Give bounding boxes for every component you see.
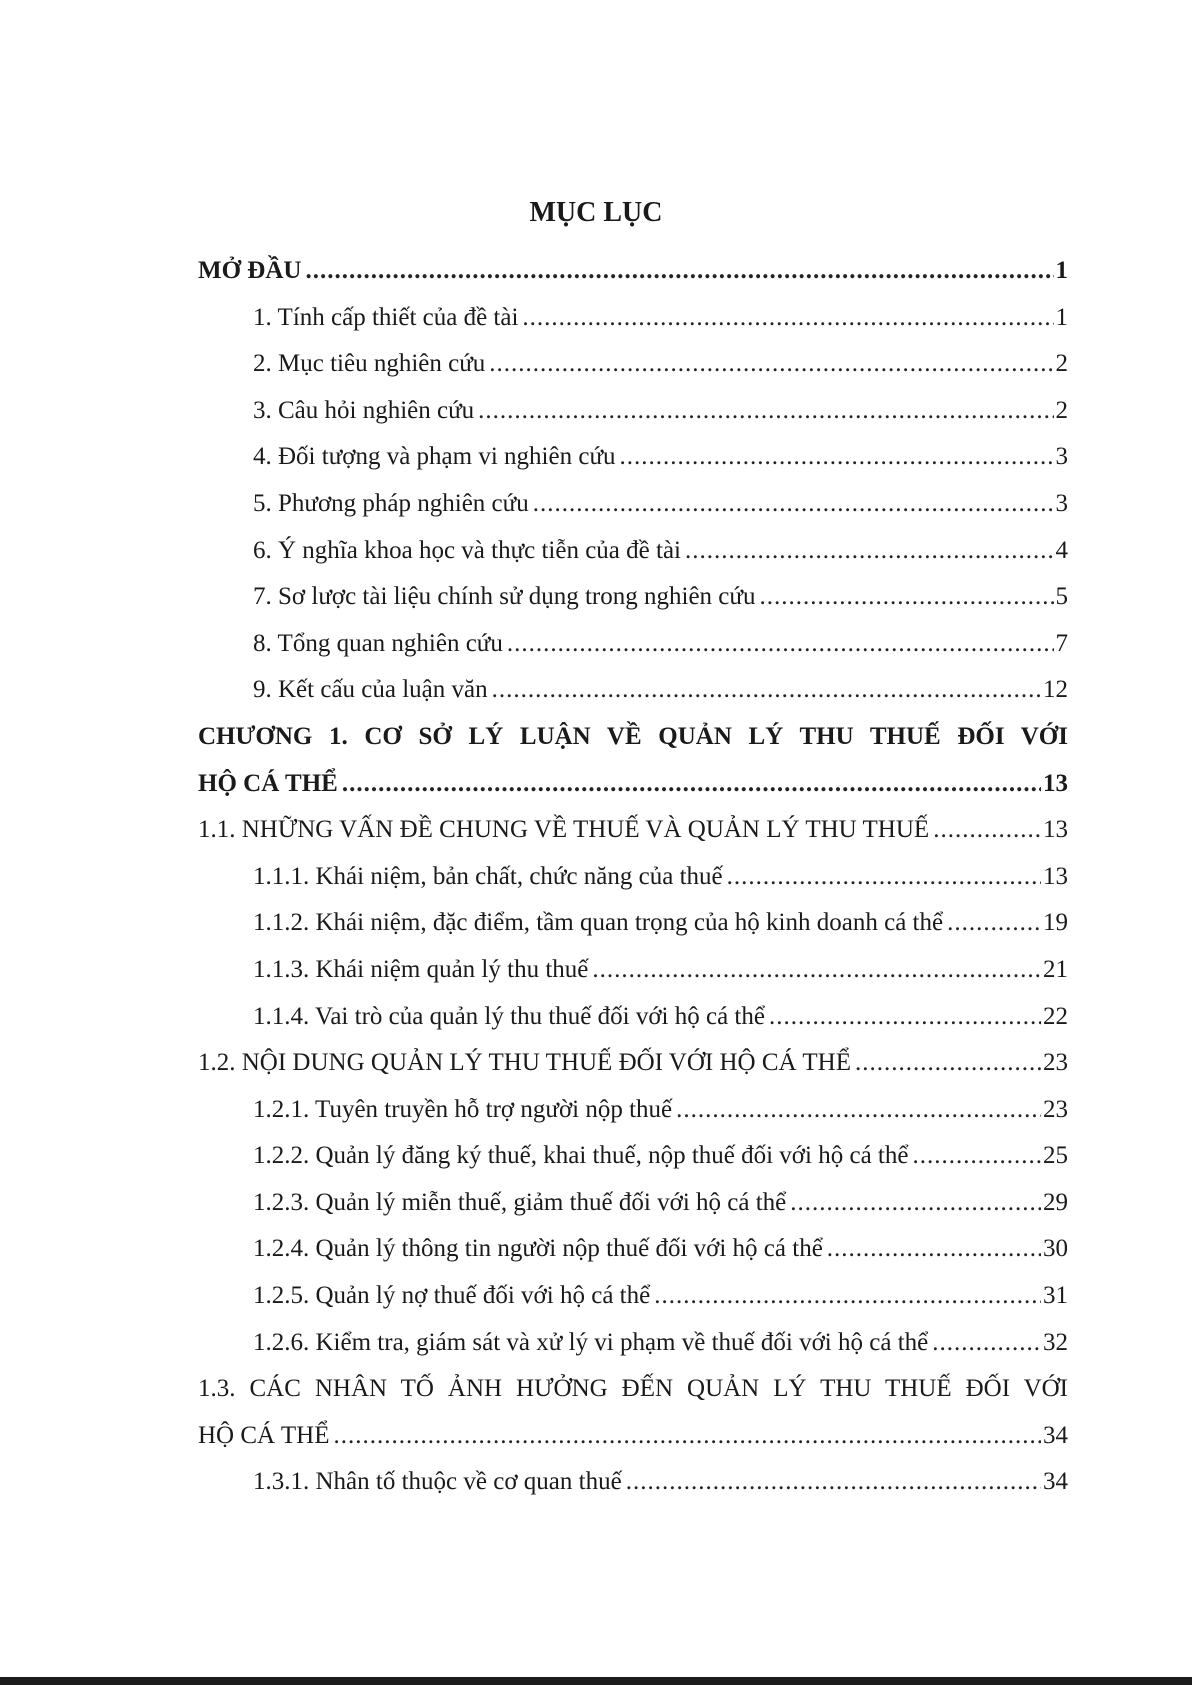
dot-leader	[790, 1180, 1041, 1227]
toc-entry-heading-line[interactable]	[198, 1366, 1068, 1413]
dot-leader	[489, 341, 1053, 388]
toc-entry[interactable]	[198, 574, 1068, 621]
toc-entry[interactable]	[198, 481, 1068, 528]
toc-entry-page-number: 12	[1043, 676, 1068, 704]
toc-entry-label: 1.2.6. Kiểm tra, giám sát và xử lý vi phạm về thuế đối với hộ cá thể	[253, 1328, 929, 1356]
toc-entry-label: 1.1.2. Khái niệm, đặc điểm, tầm quan trọng của hộ kinh doanh cá thể	[253, 909, 944, 937]
toc-entry[interactable]	[198, 621, 1068, 668]
toc-entry[interactable]	[198, 900, 1068, 947]
toc-entry-page-number: 29	[1043, 1188, 1068, 1216]
toc-entry-page-number: 13	[1043, 816, 1068, 844]
toc-entry-label: HỘ CÁ THỂ	[198, 769, 338, 797]
toc-entry[interactable]	[198, 1087, 1068, 1134]
toc-entry-page-number: 22	[1043, 1002, 1068, 1030]
toc-entry-label: CHƯƠNG 1. CƠ SỞ LÝ LUẬN VỀ QUẢN LÝ THU THUẾ ĐỐI VỚI	[198, 722, 1068, 750]
toc-entry[interactable]	[198, 341, 1068, 388]
toc-entry-page-number: 2	[1055, 396, 1068, 424]
toc-entry[interactable]	[198, 528, 1068, 575]
toc-entry-page-number: 21	[1043, 955, 1068, 983]
toc-entry[interactable]	[198, 1180, 1068, 1227]
toc-entry-page-number: 7	[1055, 629, 1068, 657]
toc-entry-page-number: 32	[1043, 1328, 1068, 1356]
toc-entry-label: 6. Ý nghĩa khoa học và thực tiễn của đề tài	[253, 536, 681, 564]
toc-entry-label: 1.2. NỘI DUNG QUẢN LÝ THU THUẾ ĐỐI VỚI HỘ CÁ THỂ	[198, 1049, 851, 1077]
toc-entry-page-number: 5	[1055, 583, 1068, 611]
dot-leader	[478, 388, 1053, 435]
dot-leader	[932, 1320, 1041, 1367]
dot-leader	[727, 854, 1041, 901]
toc-entry-label: 1.1. NHỮNG VẤN ĐỀ CHUNG VỀ THUẾ VÀ QUẢN LÝ THU THUẾ	[198, 816, 930, 844]
toc-entry-page-number: 31	[1043, 1282, 1068, 1310]
toc-entry[interactable]	[198, 994, 1068, 1041]
toc-entry-page-number: 4	[1055, 536, 1068, 564]
toc-entry-label: 9. Kết cấu của luận văn	[253, 676, 488, 704]
toc-entry-label: 1. Tính cấp thiết của đề tài	[253, 303, 519, 331]
toc-entry-page-number: 23	[1043, 1049, 1068, 1077]
dot-leader	[676, 1087, 1041, 1134]
toc-entry-label: 1.2.1. Tuyên truyền hỗ trợ người nộp thuế	[253, 1095, 673, 1123]
dot-leader	[592, 947, 1041, 994]
toc-entry[interactable]	[198, 1040, 1068, 1087]
dot-leader	[305, 248, 1053, 295]
toc-entry[interactable]	[198, 854, 1068, 901]
toc-entry[interactable]	[198, 1226, 1068, 1273]
toc-entry[interactable]	[198, 295, 1068, 342]
dot-leader	[947, 900, 1041, 947]
toc-entry-page-number: 34	[1043, 1468, 1068, 1496]
dot-leader	[522, 295, 1053, 342]
toc-entry[interactable]	[198, 947, 1068, 994]
table-of-contents	[198, 248, 1068, 1506]
toc-entry-label: 4. Đối tượng và phạm vi nghiên cứu	[253, 443, 616, 471]
toc-entry-label: 1.2.2. Quản lý đăng ký thuế, khai thuế, nộp thuế đối với hộ cá thể	[253, 1142, 909, 1170]
toc-entry-label: 1.3.1. Nhân tố thuộc về cơ quan thuế	[253, 1468, 622, 1496]
dot-leader	[855, 1040, 1041, 1087]
dot-leader	[769, 994, 1041, 1041]
dot-leader	[912, 1133, 1041, 1180]
toc-entry[interactable]	[198, 667, 1068, 714]
dot-leader	[533, 481, 1054, 528]
toc-entry-heading-line[interactable]	[198, 714, 1068, 761]
dot-leader	[933, 807, 1041, 854]
dot-leader	[759, 574, 1053, 621]
toc-entry-page-number: 1	[1055, 257, 1068, 284]
toc-entry-page-number: 1	[1055, 303, 1068, 331]
toc-entry-label: 3. Câu hỏi nghiên cứu	[253, 396, 475, 424]
toc-entry-label: 1.1.1. Khái niệm, bản chất, chức năng của thuế	[253, 862, 723, 890]
dot-leader	[342, 761, 1041, 808]
toc-entry-page-number: 30	[1043, 1235, 1068, 1263]
toc-entry-label: 2. Mục tiêu nghiên cứu	[253, 350, 486, 378]
toc-entry[interactable]	[198, 1320, 1068, 1367]
toc-entry[interactable]	[198, 1133, 1068, 1180]
dot-leader	[626, 1459, 1041, 1506]
dot-leader	[492, 667, 1041, 714]
toc-entry-page-number: 3	[1055, 489, 1068, 517]
toc-entry-label: MỞ ĐẦU	[198, 257, 302, 284]
toc-entry[interactable]	[198, 388, 1068, 435]
dot-leader	[827, 1226, 1041, 1273]
toc-entry-page-number: 3	[1055, 443, 1068, 471]
dot-leader	[685, 528, 1054, 575]
toc-entry-label: 1.1.3. Khái niệm quản lý thu thuế	[253, 955, 589, 983]
toc-entry-page-number: 13	[1043, 862, 1068, 890]
dot-leader	[620, 434, 1054, 481]
toc-entry-page-number: 34	[1043, 1421, 1068, 1449]
toc-entry-label: 7. Sơ lược tài liệu chính sử dụng trong nghiên cứu	[253, 583, 756, 611]
page-title: MỤC LỤC	[529, 197, 663, 228]
toc-entry-page-number: 23	[1043, 1095, 1068, 1123]
dot-leader	[507, 621, 1054, 668]
toc-entry-label: HỘ CÁ THỂ	[198, 1421, 330, 1449]
bottom-edge	[0, 1677, 1192, 1685]
toc-entry-label: 8. Tổng quan nghiên cứu	[253, 629, 503, 657]
dot-leader	[333, 1413, 1041, 1460]
toc-entry-label: 1.2.3. Quản lý miễn thuế, giảm thuế đối với hộ cá thể	[253, 1188, 787, 1216]
toc-entry-page-number: 19	[1043, 909, 1068, 937]
toc-entry-label: 1.2.4. Quản lý thông tin người nộp thuế đối với hộ cá thể	[253, 1235, 823, 1263]
toc-entry-label: 1.2.5. Quản lý nợ thuế đối với hộ cá thể	[253, 1282, 651, 1310]
toc-entry-label: 5. Phương pháp nghiên cứu	[253, 489, 529, 517]
toc-entry-label: 1.3. CÁC NHÂN TỐ ẢNH HƯỞNG ĐẾN QUẢN LÝ THU THUẾ ĐỐI VỚI	[198, 1375, 1068, 1403]
dot-leader	[654, 1273, 1041, 1320]
toc-entry[interactable]	[198, 1459, 1068, 1506]
toc-entry[interactable]	[198, 1413, 1068, 1460]
toc-entry[interactable]	[198, 248, 1068, 295]
toc-entry-page-number: 2	[1055, 350, 1068, 378]
toc-entry[interactable]	[198, 807, 1068, 854]
toc-entry-page-number: 25	[1043, 1142, 1068, 1170]
toc-entry[interactable]	[198, 434, 1068, 481]
toc-entry-label: 1.1.4. Vai trò của quản lý thu thuế đối với hộ cá thể	[253, 1002, 765, 1030]
toc-entry[interactable]	[198, 1273, 1068, 1320]
toc-entry[interactable]	[198, 761, 1068, 808]
toc-entry-page-number: 13	[1043, 769, 1068, 797]
